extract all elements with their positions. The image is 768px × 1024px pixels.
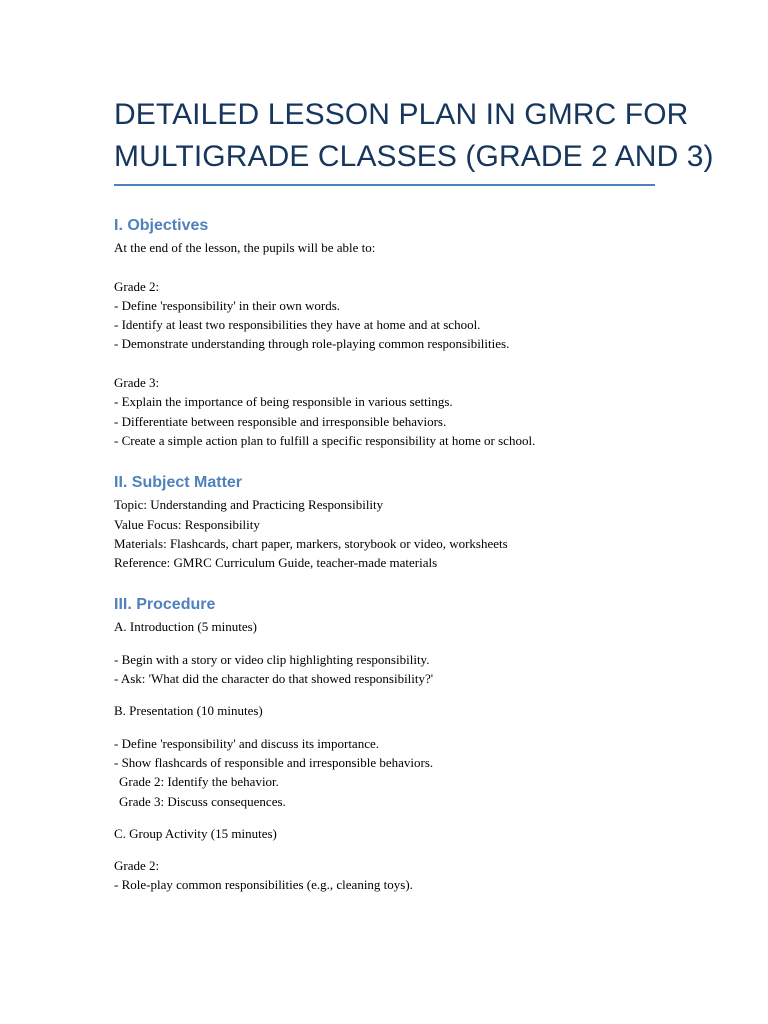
presentation-item: - Define 'responsibility' and discuss its importance. bbox=[114, 735, 379, 751]
objectives-grade3-item: - Create a simple action plan to fulfill a specific responsibility at home or school. bbox=[114, 432, 536, 448]
procedure-heading: III. Procedure bbox=[114, 596, 216, 614]
subject-matter-line: Materials: Flashcards, chart paper, markers, storybook or video, worksheets bbox=[114, 535, 508, 551]
presentation-sub-item: Grade 2: Identify the behavior. bbox=[119, 774, 279, 790]
objectives-grade3-item: - Explain the importance of being responsible in various settings. bbox=[114, 394, 453, 410]
document-content bbox=[114, 94, 714, 895]
presentation-label: B. Presentation (10 minutes) bbox=[114, 703, 263, 719]
introduction-item: - Ask: 'What did the character do that showed responsibility?' bbox=[114, 671, 434, 687]
group-grade2-label: Grade 2: bbox=[114, 858, 160, 874]
title-line-2: MULTIGRADE CLASSES (GRADE 2 AND 3) bbox=[114, 140, 714, 173]
title-line-1: DETAILED LESSON PLAN IN GMRC FOR bbox=[114, 98, 689, 131]
objectives-grade2-label: Grade 2: bbox=[114, 278, 160, 294]
document-title bbox=[114, 94, 714, 184]
objectives-grade2-item: - Demonstrate understanding through role-playing common responsibilities. bbox=[114, 336, 510, 352]
procedure-section bbox=[114, 617, 674, 894]
subject-matter-line: Topic: Understanding and Practicing Responsibility bbox=[114, 497, 384, 513]
subject-matter-heading: II. Subject Matter bbox=[114, 474, 243, 492]
presentation-item: - Show flashcards of responsible and irresponsible behaviors. bbox=[114, 754, 434, 770]
introduction-label: A. Introduction (5 minutes) bbox=[114, 619, 257, 635]
objectives-intro: At the end of the lesson, the pupils will be able to: bbox=[114, 240, 376, 255]
subject-matter-section bbox=[114, 495, 674, 572]
objectives-grade2-item: - Identify at least two responsibilities they have at home and at school. bbox=[114, 317, 481, 333]
objectives-grade3-label: Grade 3: bbox=[114, 375, 160, 391]
objectives-grade2-item: - Define 'responsibility' in their own words. bbox=[114, 297, 341, 313]
group-grade2-item: - Role-play common responsibilities (e.g., cleaning toys). bbox=[114, 877, 413, 893]
objectives-heading: I. Objectives bbox=[114, 217, 209, 234]
subject-matter-line: Value Focus: Responsibility bbox=[114, 516, 260, 532]
group-activity-label: C. Group Activity (15 minutes) bbox=[114, 825, 277, 841]
objectives-section bbox=[114, 238, 674, 450]
presentation-sub-item: Grade 3: Discuss consequences. bbox=[119, 793, 286, 809]
introduction-item: - Begin with a story or video clip highlighting responsibility. bbox=[114, 651, 430, 667]
objectives-grade3-item: - Differentiate between responsible and irresponsible behaviors. bbox=[114, 413, 447, 429]
subject-matter-line: Reference: GMRC Curriculum Guide, teacher-made materials bbox=[114, 555, 438, 571]
spacer bbox=[114, 186, 674, 216]
